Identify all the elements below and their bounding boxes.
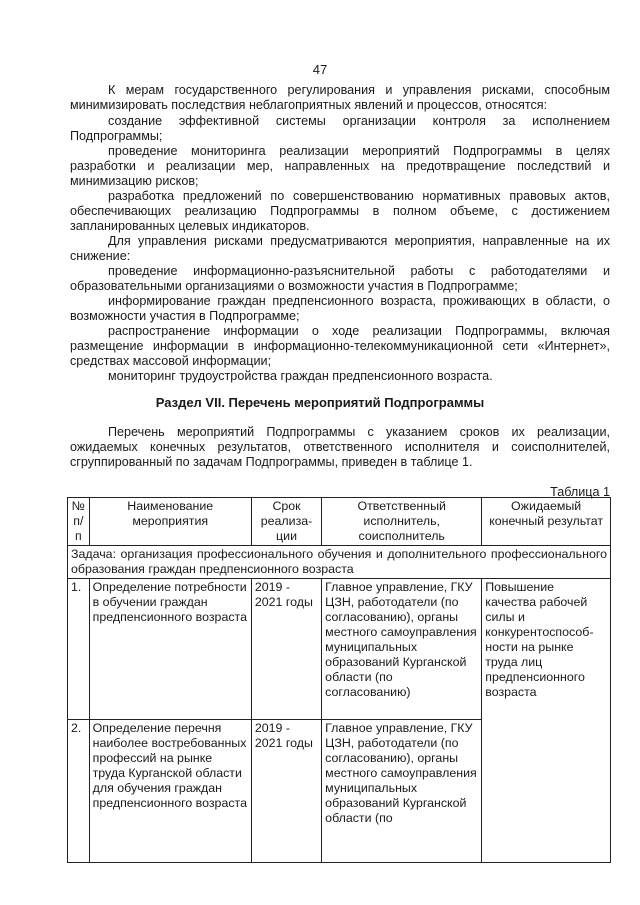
paragraph-intro: Перечень мероприятий Подпрограммы с указанием сроков их реализации, ожидаемых конечных результатов, ответственного исполнителя и соисполнителей, сгруппированный по задачам Подпрограммы, приведен в таблице 1. (70, 425, 610, 469)
header-name: Наименование мероприятия (89, 498, 251, 546)
paragraph-info-work: проведение информационно-разъяснительной работы с работодателями и образовательными организациями о возможности участия в Подпрограмме; (70, 264, 610, 293)
header-result: Ожидаемый конечный результат (482, 498, 611, 546)
row-name: Определение перечня наиболее востребованных профессий на рынке труда Курганской области для обучения граждан предпенсионного возраста (89, 720, 251, 863)
paragraph-control: создание эффективной системы организации контроля за исполнением Подпрограммы; (70, 114, 610, 143)
row-period: 2019 - 2021 годы (251, 720, 321, 863)
row-result (482, 720, 611, 863)
row-number: 2. (68, 720, 90, 863)
measures-table (67, 497, 611, 863)
table-row (68, 720, 611, 863)
row-name: Определение потребности в обучении граждан предпенсионного возраста (89, 579, 251, 720)
row-period: 2019 - 2021 годы (251, 579, 321, 720)
table-row (68, 579, 611, 720)
paragraph-employment-monitoring: мониторинг трудоустройства граждан предпенсионного возраста. (108, 369, 493, 383)
table-caption: Таблица 1 (550, 485, 610, 499)
task-cell: Задача: организация профессионального обучения и дополнительного профессионального образования граждан предпенсионного возраста (68, 546, 611, 579)
paragraph-dissemination: распространение информации о ходе реализации Подпрограммы, включая размещение информации в информационно-телекоммуникационной сети «Интернет», средствах массовой информации; (70, 324, 610, 368)
paragraph-proposals: разработка предложений по совершенствованию нормативных правовых актов, обеспечивающих реализацию Подпрограммы в полном объеме, с достижением запланированных целевых индикаторов. (70, 189, 610, 233)
row-number: 1. (68, 579, 90, 720)
page-number: 47 (312, 62, 328, 77)
paragraph-monitoring: проведение мониторинга реализации мероприятий Подпрограммы в целях разработки и реализации мер, направленных на предотвращение последствий и минимизацию рисков; (70, 144, 610, 188)
row-executor: Главное управление, ГКУ ЦЗН, работодатели (по согласованию), органы местного самоуправления муниципальных образований Курганской области (по согласованию) (322, 579, 482, 720)
header-period: Срок реализа-ции (251, 498, 321, 546)
header-executor: Ответственный исполнитель, соисполнитель (322, 498, 482, 546)
paragraph-risk-management: Для управления рисками предусматриваются мероприятия, направленные на их снижение: (70, 234, 610, 263)
paragraph-informing: информирование граждан предпенсионного возраста, проживающих в области, о возможности участия в Подпрограмме; (70, 294, 610, 323)
paragraph-risk-measures: К мерам государственного регулирования и управления рисками, способным минимизировать последствия неблагоприятных явлений и процессов, относятся: (70, 83, 610, 112)
row-result: Повышение качества рабочей силы и конкурентоспособ-ности на рынке труда лиц предпенсионного возраста (482, 579, 611, 720)
table-header-row (68, 498, 611, 546)
section-heading: Раздел VII. Перечень мероприятий Подпрограммы (155, 395, 485, 410)
row-executor: Главное управление, ГКУ ЦЗН, работодатели (по согласованию), органы местного самоуправления муниципальных образований Курганской области (по (322, 720, 482, 863)
header-number: № п/п (68, 498, 90, 546)
task-row (68, 546, 611, 579)
